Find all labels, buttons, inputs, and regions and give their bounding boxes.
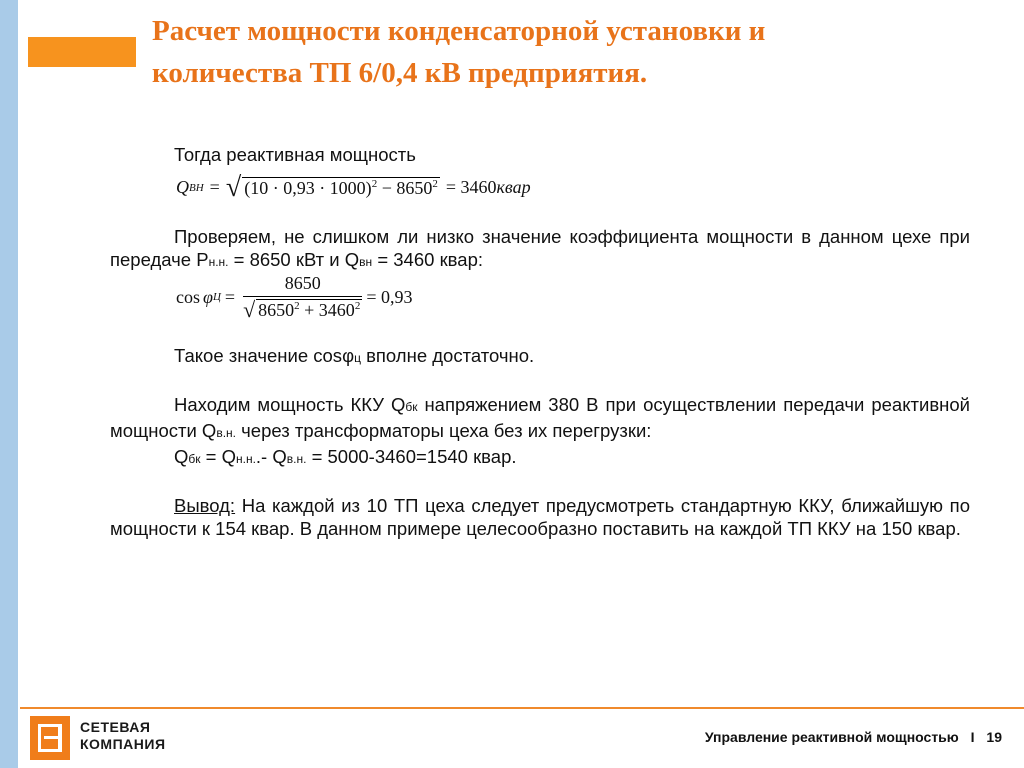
formula-radicand: $(10 \cdot 0,93 \cdot 1000)^2 - 8650^2$: [244, 178, 438, 199]
title-line-1: Расчет мощности конденсаторной установки и: [152, 15, 766, 47]
footer-caption: Управление реактивной мощностью I 19: [704, 729, 1002, 745]
page-number: 19: [986, 729, 1002, 745]
company-logo-icon: [30, 716, 70, 760]
sqrt-icon: √: [243, 296, 256, 322]
conclusion-label: Вывод:: [174, 494, 236, 516]
sqrt-icon: √: [225, 172, 242, 203]
slide-title: [152, 10, 972, 94]
paragraph-check-power-factor: Проверяем, не слишком ли низко значение коэффициента мощности в данном цехе при передаче Рн.н. = 8650 кВт и Qвн = 3460 квар:: [110, 226, 970, 270]
title-line-2: количества ТП 6/0,4 кВ предприятия.: [152, 57, 648, 89]
paragraph-kku-power: Находим мощность ККУ Qбк напряжением 380 В при осуществлении передачи реактивной мощности Qв.н. через трансформаторы цеха без их перегрузки:: [110, 393, 970, 441]
title-accent-block: [28, 37, 136, 67]
paragraph-kku-calculation: Qбк = Qн.н..- Qв.н. = 5000-3460=1540 квар.: [174, 445, 517, 467]
formula-q-vn: Q ВН = √ $(10 \cdot 0,93 \cdot 1000)^2 - 8650^2$ = 3460 квар: [176, 172, 531, 203]
paragraph-conclusion: Вывод: На каждой из 10 ТП цеха следует предусмотреть стандартную ККУ, ближайшую по мощности к 154 квар. В данном примере целесообразно поставить на каждой ТП ККУ на 150 квар.: [110, 494, 970, 539]
company-logo-text: СЕТЕВАЯ КОМПАНИЯ: [80, 719, 166, 752]
formula-cos-phi: cos φ Ц = 8650 √ $8650^2 + 3460^2$ = 0,93: [176, 273, 413, 322]
footer-divider: [20, 707, 1024, 709]
formula-fraction: 8650 √ $8650^2 + 3460^2$: [243, 273, 361, 322]
paragraph-sufficient: Такое значение cosφц вполне достаточно.: [174, 344, 535, 366]
slide-content: [110, 143, 970, 540]
left-accent-bar: [0, 0, 18, 768]
paragraph-reactive-power: Тогда реактивная мощность: [174, 144, 416, 165]
